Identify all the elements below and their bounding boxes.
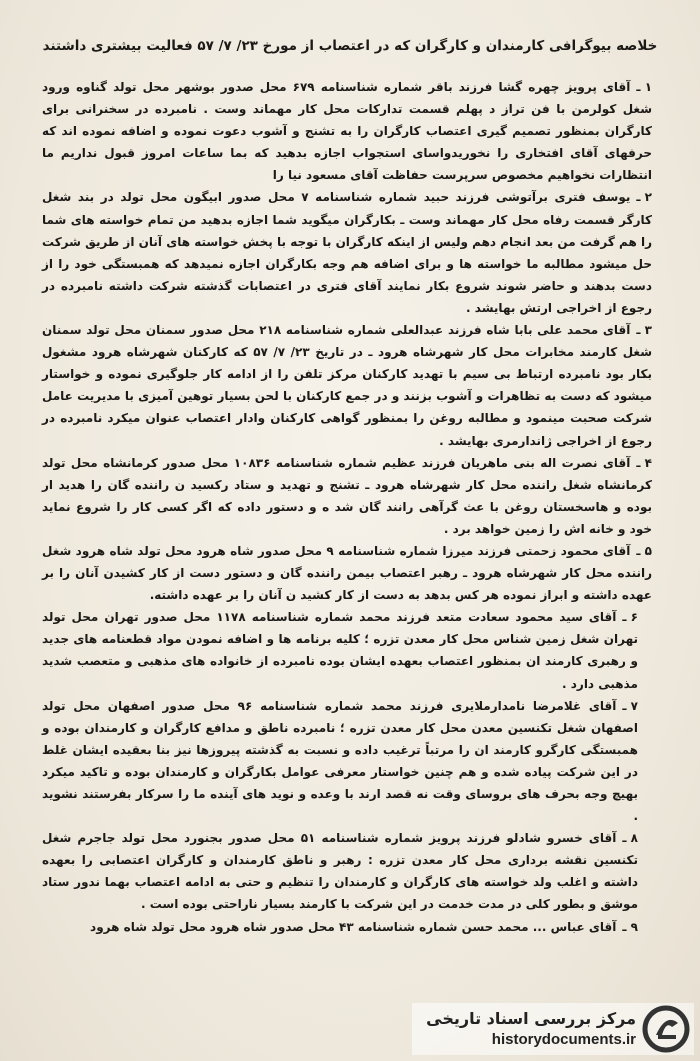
paragraph-5 [42, 540, 652, 606]
document-body [42, 76, 652, 938]
paragraph-number: ۶ ـ [622, 610, 638, 625]
paragraph-number: ۲ ـ [636, 190, 652, 205]
paragraph-9 [42, 916, 652, 938]
paragraph-7 [42, 695, 652, 828]
paragraph-3 [42, 319, 652, 452]
paragraph-8 [42, 827, 652, 915]
paragraph-text: آقای خسرو شادلو فرزند پرویز شماره شناسنامه ۵۱ محل صدور بجنورد محل تولد جاجرم شغل تکنسین نقشه برداری محل کار معدن تزره : رهبر و ناطق کارمندان و کارگران اعتصابی را بعهده داشته و اغلب ولد خواسته های کارگران و کارمندان را تنظیم و حتی به ادامه اعتصاب بهما ندور ستاد موشق و بطور کلی در مدت خدمت در این شرکت با کارمند بسیار ناراحتی بوده است . [42, 831, 638, 912]
paragraph-text: آقای پرویز چهره گشا فرزند باقر شماره شناسنامه ۶۷۹ محل صدور بوشهر محل تولد گناوه ورود شغل کولرمن با فن تراز د پهلم قسمت تدارکات محل کار مهماند وست . نامبرده در سخنرانی برای کارگران بمنظور تصمیم گیری اعتصاب کارگران را به تشنج و آشوب دعوت نموده و اضافه نموده اند که حرفهای آقای افتخاری را نخوریدواسای استجواب اجازه بدهید که بما ساعات امروز قبول نداریم ما انتظارات نخواهیم مخصوص سرپرست حفاظت آقای مسعود نیا را [42, 80, 652, 183]
paragraph-number: ۳ ـ [636, 323, 652, 338]
paragraph-6 [42, 606, 652, 694]
document-title: خلاصه بیوگرافی کارمندان و کارگران که در اعتصاب از مورخ ۲۳/ ۷/ ۵۷ فعالیت بیشتری داشتند [42, 38, 658, 54]
watermark-title: مرکز بررسی اسناد تاریخی [426, 1009, 636, 1028]
paragraph-number: ۵ ـ [636, 543, 652, 558]
paragraph-text: آقای عباس ... محمد حسن شماره شناسنامه ۴۳ محل صدور شاه هرود محل تولد شاه هرود [90, 919, 617, 934]
paragraph-text: آقای سید محمود سعادت متعد فرزند محمد شماره شناسنامه ۱۱۷۸ محل صدور تهران محل تولد تهران شغل زمین شناس محل کار معدن تزره ؛ کلیه برنامه ها و اضافه نمودن مواد قطعنامه های جدید و رهبری کارمند ان بمنظور اعتصاب بعهده ایشان بوده نامبرده از خانواده های مذهبی و متعصب شدید مذهبی دارد . [42, 610, 638, 691]
paragraph-text: آقای محمود زحمتی فرزند میرزا شماره شناسنامه ۹ محل صدور شاه هرود محل تولد شاه هرود شغل راننده محل کار شهرشاه هرود ـ رهبر اعتصاب بیمن راننده گان و دستور دست از کار کشیدن آنان را بر عهده داشته و ابراز نموده هر کس بدهد به دست از کار کشید ن آنان را بر عهده داشته. [42, 543, 652, 603]
paragraph-text: یوسف فتری برآتوشی فرزند حبید شماره شناسنامه ۷ محل صدور ابیگون محل تولد در بند شغل کارگر قسمت رفاه محل کار مهماند وست ـ بکارگران میگوید شما اجازه بدهید من تمام خواسته های شما را هم گرفت من بعد انجام دهم ولیس از اینکه کارگران با توجه با پخش خواسته های آنان از طریق شرکت حل میشود مطالبه ما خواسته ها و برای اضافه هم وجه بکارگران اجازه نمیدهد که همبستگی خود را از دست بدهند و حاضر شوند شروع بکار نمایند آقای فتری در اعتصابات گذشته شرکت داشته نامبرده در رجوع از اخراجی ارتش بهایشد . [42, 190, 652, 315]
paragraph-text: آقای محمد علی بابا شاه فرزند عبدالعلی شماره شناسنامه ۲۱۸ محل صدور سمنان محل تولد سمنان شغل کارمند مخابرات محل کار شهرشاه هرود ـ در تاریخ ۲۳/ ۷/ ۵۷ که کارکنان شهرشاه هرود مشغول بکار بود نامبرده ارتباط بی سیم با تهدید کارکنان مرکز تلفن را از ادامه کار جلوگیری نموده و خواستار میشود که دست به تظاهرات و آشوب بزنند و در جمع کارکنان با لحن بسیار توهین آمیزی با مدیریت عامل شرکت صحبت مینمود و مطالبه روغن را بمنظور گواهی کارکنان وادار اعتصاب عنوان میکرد نامبرده در رجوع از اخراجی ژاندارمری بهایشد . [42, 323, 652, 448]
paragraph-number: ۱ ـ [636, 80, 653, 94]
paragraph-number: ۸ ـ [622, 831, 638, 846]
paragraph-number: ۹ ـ [622, 919, 638, 934]
paragraph-2 [42, 186, 652, 319]
paragraph-text: آقای نصرت اله بنی ماهریان فرزند عظیم شماره شناسنامه ۱۰۸۳۶ محل صدور کرمانشاه محل تولد کرمانشاه شغل راننده محل کار شهرشاه هرود ـ تشنج و تهدید و ستاد رکسید ن راننده گان را هدید ار بوده و هاسخستان روغن با عث گرآهی رانند گان شد ه و دستور داده که اگر کسی کار را شروع نماید خود و خانه اش را زمین خواهد برد . [42, 455, 652, 536]
paragraph-text: آقای غلامرضا نامدارملایری فرزند محمد شماره شناسنامه ۹۶ محل صدور اصفهان محل تولد اصفهان شغل تکنسین معدن محل کار معدن تزره ؛ نامبرده ناطق و مدافع کارگران و کارمندان بوده و همبستگی کارگرو کارمند ان را مرتباً ترغیب داده و نسبت به گذشته پیروزها نیز بنا بعقیده ایشان غلط در این شرکت پیاده شده و هم چنین خواستار معرفی عوامل بکارگران و کارمندان بوده و تاکید میکرد بهیچ وجه بحرف های بروسای وقت نه قصد ارند با وعده و نوید های آینده ما را سرکار بفرستند نشوید . [42, 698, 638, 824]
paragraph-number: ۷ ـ [622, 698, 638, 713]
paragraph-1 [42, 76, 652, 186]
watermark [412, 1003, 694, 1055]
watermark-url[interactable]: historydocuments.ir [491, 1031, 636, 1048]
document-center-logo-icon [642, 1005, 690, 1053]
paragraph-number: ۴ ـ [636, 455, 652, 470]
paragraph-4 [42, 452, 652, 540]
